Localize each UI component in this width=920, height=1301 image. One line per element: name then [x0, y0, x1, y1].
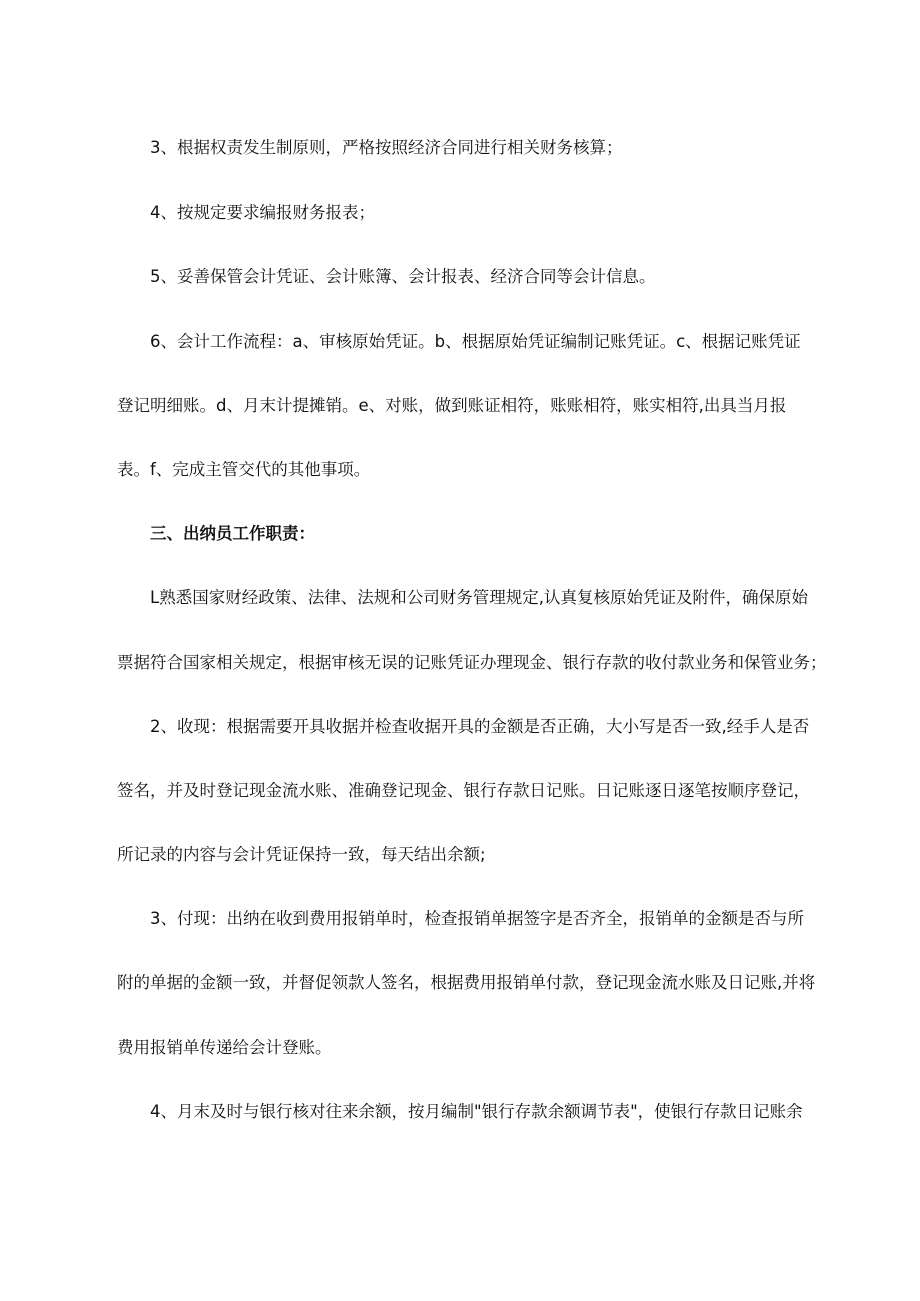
paragraph-line: 4、月末及时与银行核对往来余额，按月编制"银行存款余额调节表"，使银行存款日记账余 — [150, 1102, 803, 1121]
paragraph-line: 登记明细账。d、月末计提摊销。e、对账，做到账证相符，账账相符，账实相符,出具当月报 — [117, 396, 787, 415]
paragraph-line: 5、妥善保管会计凭证、会计账簿、会计报表、经济合同等会计信息。 — [150, 267, 656, 286]
paragraph-line: 附的单据的金额一致，并督促领款人签名，根据费用报销单付款，登记现金流水账及日记账,并将 — [117, 973, 816, 992]
paragraph-line: 2、收现：根据需要开具收据并检查收据开具的金额是否正确，大小写是否一致,经手人是否 — [150, 717, 810, 736]
section-heading: 三、出纳员工作职责： — [150, 524, 315, 543]
paragraph-line: 6、会计工作流程：a、审核原始凭证。b、根据原始凭证编制记账凭证。c、根据记账凭证 — [150, 332, 801, 351]
paragraph-line: 所记录的内容与会计凭证保持一致，每天结出余额; — [117, 845, 486, 864]
paragraph-line: 3、根据权责发生制原则，严格按照经济合同进行相关财务核算； — [150, 138, 623, 157]
paragraph-line: 票据符合国家相关规定，根据审核无误的记账凭证办理现金、银行存款的收付款业务和保管业务； — [117, 653, 827, 672]
paragraph-line: 费用报销单传递给会计登账。 — [117, 1038, 332, 1057]
paragraph-line: L熟悉国家财经政策、法律、法规和公司财务管理规定,认真复核原始凭证及附件，确保原始 — [150, 588, 808, 607]
paragraph-line: 3、付现：出纳在收到费用报销单时，检查报销单据签字是否齐全，报销单的金额是否与所 — [150, 909, 804, 928]
paragraph-line: 4、按规定要求编报财务报表； — [150, 203, 375, 222]
paragraph-line: 表。f、完成主管交代的其他事项。 — [117, 460, 371, 479]
paragraph-line: 签名，并及时登记现金流水账、准确登记现金、银行存款日记账。日记账逐日逐笔按顺序登记， — [117, 781, 810, 800]
